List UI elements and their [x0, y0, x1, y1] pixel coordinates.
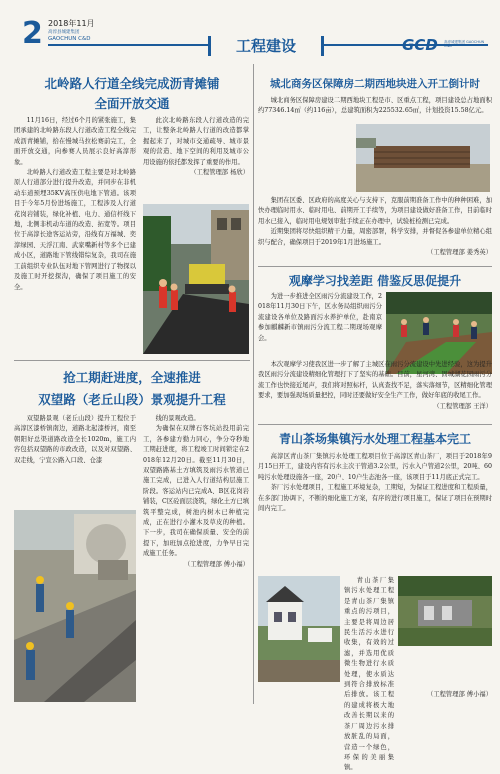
site-material-photo [356, 124, 490, 192]
paragraph: 双望路景观（老丘山段）提升工程位于高淳区漆桥镇南边，道路北起漆桥河，南至朝阳好总渠道路改造全长1020m，施工内容包括双望路的市政改造，以及对双望路、双走线，宁宣公路入口段、仓漆 [14, 415, 136, 464]
section-title: 工程建设 [208, 36, 324, 56]
brand-logo-subtitle: 高淳城建集团 GAOCHUN C&D [444, 40, 485, 49]
article-body [258, 360, 492, 420]
pipeline-site-photo [398, 576, 492, 646]
article-divider [14, 360, 250, 361]
article-title: 观摩学习找差距 借鉴反思促提升 [288, 274, 462, 288]
article-title: 城北商务区保障房二期西地块进入开工倒计时 [270, 78, 480, 90]
article-title: 青山茶场集镇污水处理工程基本完工 [278, 432, 471, 446]
paragraph: 青山茶厂集镇污水处理工程是青山茶厂集镇重点的污项目，主要是将周边居民生活污水进行收集，有效的过滤，并选用优质微生物进行水质处理，使水质达到符合排放标准后排放。该工程的建成将极大地改善长期以来的茶厂周边污水排放脏乱的局面，营造一个绿色，环保的美丽集镇。 [344, 577, 394, 772]
article-body [14, 414, 136, 508]
author-credit: （工程管理部 王洋） [433, 402, 492, 410]
issue-date: 2018年11月 [48, 19, 95, 28]
article-title-line1: 北岭路人行道全线完成沥青摊铺 [44, 76, 220, 91]
article-title-line1: 抢工期赶进度，全速推进 [63, 370, 201, 385]
paragraph: 近期集团将尽快组织精干力量，周密部署，科学安排，并督促各参建单位精心组织与配合，确保项目于2019年1月进场施工。 [258, 228, 492, 246]
article-body [143, 414, 249, 704]
article-body [258, 452, 492, 574]
paragraph: 城北商务区保障房建设二期西地块工程是市、区重点工程，项目建设总占地面积约77346.14㎡（约116亩），总建筑面积为225532.65㎡，计划投资15.58亿元。 [258, 97, 492, 115]
article-body [258, 196, 492, 260]
article-divider [258, 424, 492, 425]
author-credit: （工程管理部 傅小福） [427, 691, 492, 698]
article-body [14, 116, 136, 356]
article-body [344, 576, 394, 772]
page-number: 2 [22, 16, 43, 51]
paragraph: 线的景观改造。 [155, 415, 200, 422]
article-body [258, 120, 352, 194]
treatment-facility-photo [258, 576, 340, 682]
paragraph: 高淳区青山茶厂集镇污水处理工程项目位于高淳区青山茶厂，项目于2018年9月15日开工，建设内容有污水主次干管道3.2公里，污水入户管道2公里，20吨、60吨污水处理设施各一座，20户、10户生态池各一座，该项目于11月底正式完工。 [258, 453, 492, 481]
construction-site-photo [14, 510, 136, 702]
paragraph: 为确保在双牌石客坑站投用前完工，各参建方勤力同心，争分夺秒地工期赶进度，将工程竣工时间锁定在2018年12月20日。截至11月30日，双望路路基土方填筑及雨污水管道已施工完成，已进入人行道结构层施工阶段。客运站内已完成A、B区花岗岩铺装，C区砼面层浇筑，绿化土方已填筑平整完成，树池内树木已种植完成，正在进行小灌木及草皮的种植。下一步，我司在确保质量、安全的前提下，加班加点抢进度，力争早日完成施工任务。 [143, 425, 249, 558]
page-header [0, 0, 500, 58]
author-credit: （工程管理部 杨欣） [190, 169, 249, 177]
column-divider [253, 64, 254, 704]
author-credit: （工程管理部 姜秀英） [427, 249, 492, 257]
article-body [143, 116, 249, 200]
paragraph: 为进一步推进全区雨污分流建设工作，2018年11月30日下午，区水务局组织雨污分流建设各单位及路面污水养护单位，赴南京参加麒麟新市镇雨污分流工程二期现场观摩会。 [258, 293, 382, 342]
paragraph: 茶厂污水处理项目，工程施工环境复杂，工期短，为保证工程进度和工程质量，在多部门协调下，不断的细化施工方案，有序的进行项目施工，保证了项目在预期时间内完工。 [258, 484, 492, 513]
company-name: 高淳县城建集团 [48, 30, 80, 35]
article-divider [258, 266, 492, 267]
paragraph: 11月16日，经过6个月的紧张施工，集团承建的北岭路东段人行道改造工程全线完成沥青摊铺，拾在慢城马拉松赛前完工，全面开放交通，向参赛人员展示良好高淳形象。 [14, 117, 136, 166]
paragraph: 此次北岭路东段人行道改造的完工，让整条北岭路人行道的改造都掌握起来了，对城市交通疏导、城市景观的营造、地下空间的利用及城市公用设施的依托都发挥了重要的作用。 [143, 117, 249, 166]
article-title-line2: 双望路（老丘山段）景观提升工程 [38, 392, 226, 407]
article-body [258, 292, 382, 356]
paragraph: 北岭路人行道改造工程主要是对北岭路原人行道部分进行提升改造，并同步在非机动车道预埋35KV高压供电地下管道。该项目于今年5月份进场施工，工程涉及人行道花岗岩铺装，绿化补植、电力、通信杆线下地，北侧非机动车道的改造、拓宽等。项目位于高淳长途客运站旁，沿线有万福城、奕淳绿园、天浮江南、武家嘴新村等多个已建成小区，道路地下管线错综复杂，我司在施工前组织专业队伍对地下管网进行了物探以及施工时开挖探沟，确保了项目施工的安全。 [14, 169, 136, 291]
article-title-line2: 全面开放交通 [94, 96, 170, 111]
brand-logo: GCD [402, 36, 438, 54]
paragraph: 集团在区委、区政府的高度关心与支持下，克服前期准备工作中的种种困难，加快办理临时用水、临时用电、前期开工手续等，为项目建设做好准备工作，目前临时用水已接入，临时用电规划审批手续正在办理中，试验桩检测已完成。 [258, 197, 492, 225]
company-code: GAOCHUN C&D [48, 36, 91, 42]
road-paving-photo [143, 204, 249, 354]
paragraph: 本次观摩学习使我区进一步了解了主城区在雨污分流建设中先进经验，这为提升我区雨污分流建设精细化管理打下了坚实的基础。目前，星河湾、固城湖花园雨污分流工作也快接近尾声，我们将对照标杆，认真查找不足，落实落细节，区精细化管理要求，要加强现场质量把控，同时还要做好安全生产工作，做好年底的收尾工作。 [258, 361, 492, 400]
author-credit: （工程管理部 傅小福） [184, 560, 249, 568]
